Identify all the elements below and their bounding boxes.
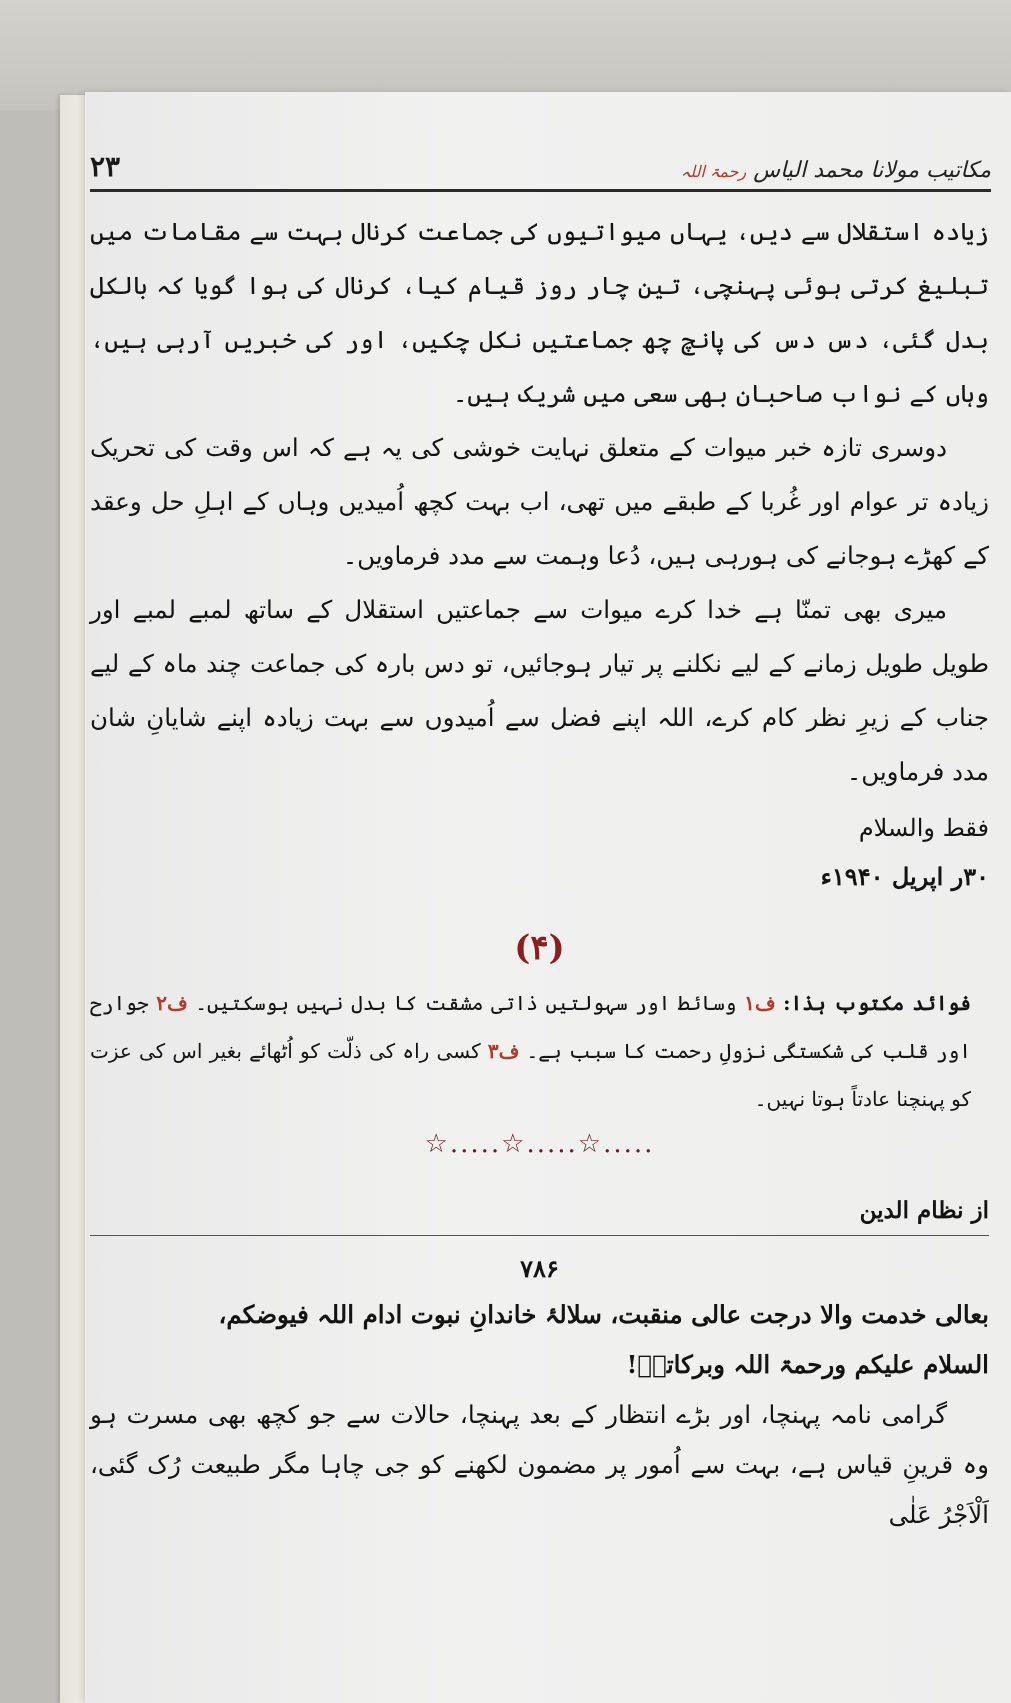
benefit-number: ف۳ (487, 1039, 520, 1063)
final-paragraph: گرامی نامہ پہنچا، اور بڑے انتظار کے بعد پہنچا، حالات سے جو کچھ بھی مسرت ہو وہ قرینِ قیاس ہے، بہت سے اُمور پر مضمون لکھنے کو جی چاہا مگر طبیعت رُک گئی، اَلْاَجْرُ عَلٰی (90, 1400, 989, 1529)
running-header (90, 135, 991, 192)
paragraph-3: میری بھی تمنّا ہے خدا کرے میوات سے جماعتیں استقلال کے ساتھ لمبے لمبے اور طویل طویل زمانے کے لیے نکلنے پر تیار ہوجائیں، تو دس بارہ کی جماعت چند ماہ کے لیے جناب کے زیرِ نظر کام کرے، اللہ اپنے فضل سے اُمیدوں سے بہت زیادہ اپنے شایانِ شان مدد فرماویں۔ (90, 595, 989, 786)
letter-date: ۳۰ر اپریل ۱۹۴۰ء (820, 862, 989, 891)
divider-rule (90, 1235, 989, 1236)
letter-id: ۷۸۶ (520, 1254, 559, 1283)
benefits-label: فوائد مکتوب ہذا: (783, 991, 971, 1015)
benefit-text: وسائط اور سہولتیں ذاتی مشقت کا بدل نہیں ہوسکتیں۔ (195, 991, 737, 1015)
letter-number-text: (۴) (514, 928, 565, 968)
salutation-line-2: السلام علیکم ورحمۃ اللہ وبرکاتہٗ! (626, 1350, 989, 1379)
salutation-line-1: بعالی خدمت والا درجت عالی منقبت، سلالۂ خاندانِ نبوت ادام اللہ فیوضکم، (218, 1300, 989, 1329)
benefit-number: ف۱ (744, 991, 776, 1015)
star-separator: ☆.....☆.....☆..... (424, 1129, 655, 1159)
page-content (90, 205, 989, 1540)
letter-number (90, 921, 989, 975)
benefit-text: کسی راہ کی ذلّت کو اُٹھائے بغیر اس کی عزت کو پہنچنا عادتاً ہوتا نہیں۔ (90, 1039, 971, 1111)
header-title (681, 158, 991, 183)
paragraph-1: زیادہ استقلال سے دیں، یہاں میواتیوں کی جماعت کرنال بہت سے مقامات میں تبلیغ کرتی ہوئی پہنچی، تین چار روز قیام کیا، کرنال کی ہوا گویا کہ بالکل بدل گئی، دس دس کی پانچ چھ جماعتیں نکل چکیں، اور کی خبریں آرہی ہیں، وہاں کے نواب صاحبان بھی سعی میں شریک ہیں۔ (90, 217, 989, 408)
header-title-text: مکاتیب مولانا محمد الیاس (753, 158, 991, 183)
benefit-number: ف۲ (156, 991, 188, 1015)
paragraph-2: دوسری تازہ خبر میوات کے متعلق نہایت خوشی کی یہ ہے کہ اس وقت کی تحریک زیادہ تر عوام اور غُربا کے طبقے میں تھی، اب بہت کچھ اُمیدیں وہاں کے اہلِ حل وعقد کے کھڑے ہوجانے کی ہورہی ہیں، دُعا وہمت سے مدد فرماویں۔ (90, 433, 989, 570)
header-honorific: رحمۃ اللہ (680, 162, 747, 181)
letter-benefits (90, 979, 971, 1123)
page-number: ۲۳ (90, 150, 121, 183)
closing: فقط والسلام (858, 814, 989, 842)
benefit-text: جوارح اور قلب کی شکستگی نزولِ رحمت کا سبب ہے۔ (90, 991, 972, 1063)
from-line: از نظام الدین (859, 1197, 989, 1224)
